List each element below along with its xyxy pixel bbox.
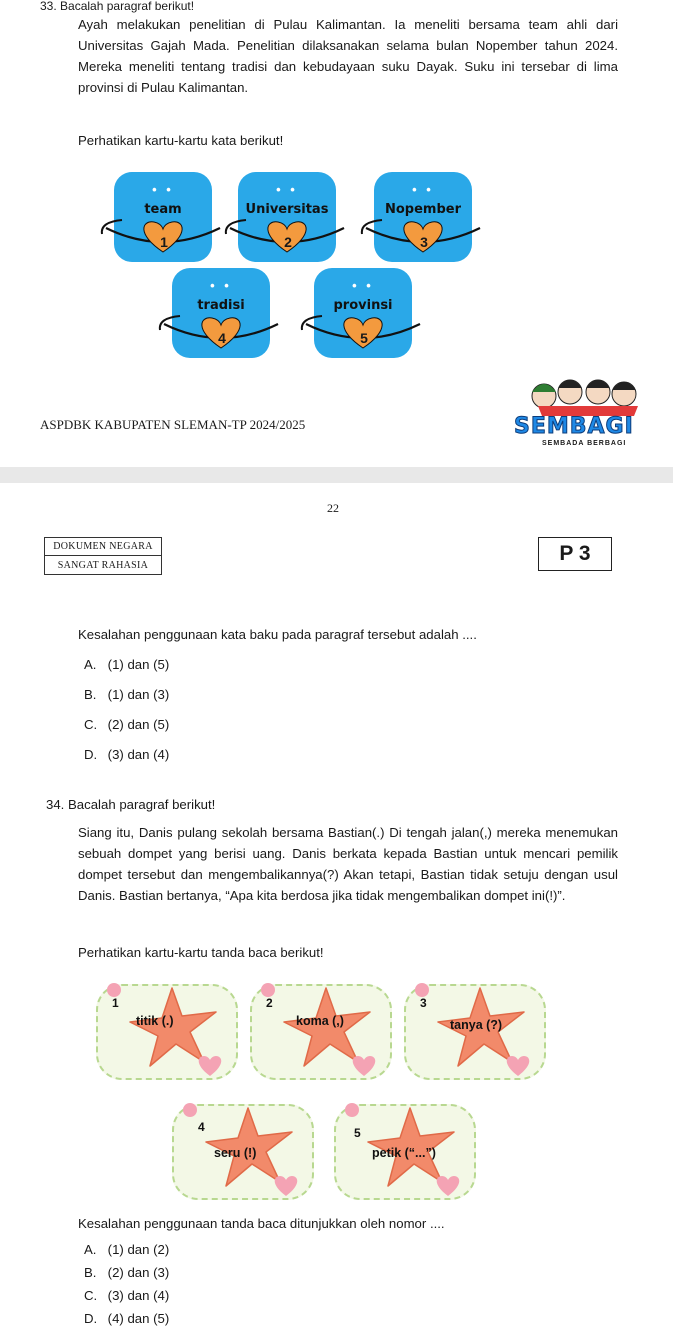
- card-number: 5: [354, 1126, 361, 1140]
- paragraph-line: Mereka meneliti tentang tradisi dan kebudayaan suku Dayak. Suku ini tersebar di lima: [78, 59, 618, 74]
- option-text: (3) dan (4): [107, 1288, 170, 1303]
- starfish-icon: [252, 986, 394, 1082]
- logo-subtext: SEMBADA BERBAGI: [542, 440, 627, 447]
- q33-option-a[interactable]: [84, 657, 169, 672]
- card-number: 4: [198, 1120, 205, 1134]
- page-divider: [0, 467, 673, 483]
- punctuation-card: [404, 984, 546, 1080]
- option-letter: C.: [84, 1288, 98, 1303]
- option-text: (2) dan (5): [107, 717, 170, 732]
- option-text: (2) dan (3): [107, 1265, 170, 1280]
- students-illustration-icon: [508, 370, 648, 418]
- paragraph-line: Universitas Gajah Mada. Penelitian dilaksanakan selama bulan Nopember tahun 2024.: [78, 38, 618, 53]
- q33-question: Kesalahan penggunaan kata baku pada paragraf tersebut adalah ....: [78, 627, 477, 642]
- starfish-icon: [406, 986, 548, 1082]
- option-letter: A.: [84, 1242, 97, 1257]
- option-letter: B.: [84, 687, 97, 702]
- option-text: (1) dan (3): [107, 687, 170, 702]
- face-icon: • •: [412, 182, 434, 197]
- paragraph-line: dompet tersebut dan mengembalikannya(?) Akan tetapi, Bastian tidak setuju dengan usul: [78, 867, 618, 882]
- starfish-icon: [98, 986, 240, 1082]
- option-letter: C.: [84, 717, 98, 732]
- word-card-label: tradisi: [197, 298, 245, 313]
- option-text: (1) dan (5): [107, 657, 170, 672]
- card-number: 2: [266, 996, 273, 1010]
- card-label: seru (!): [214, 1146, 257, 1160]
- word-card-label: team: [144, 202, 182, 217]
- option-letter: D.: [84, 1311, 98, 1326]
- word-card-label: Nopember: [384, 202, 461, 217]
- q34-option-a[interactable]: [84, 1242, 169, 1257]
- sembagi-logo: [508, 370, 648, 458]
- option-letter: A.: [84, 657, 97, 672]
- word-card-number: 1: [160, 234, 168, 250]
- q33-option-b[interactable]: [84, 687, 169, 702]
- tag-line-1: DOKUMEN NEGARA: [45, 538, 161, 556]
- word-card-number: 2: [284, 234, 292, 250]
- q34-option-d[interactable]: [84, 1311, 169, 1326]
- card-label: koma (,): [296, 1014, 344, 1028]
- paragraph-line: provinsi di Pulau Kalimantan.: [78, 80, 249, 95]
- q33-heading: 33. Bacalah paragraf berikut!: [40, 0, 195, 13]
- document-classification-tag: [44, 537, 162, 575]
- option-letter: B.: [84, 1265, 97, 1280]
- option-text: (3) dan (4): [107, 747, 170, 762]
- q34-paragraph: [78, 822, 618, 906]
- paragraph-line: sebuah dompet yang berisi uang. Danis berkata kepada Bastian untuk mencari pemilik: [78, 846, 618, 861]
- word-card: [114, 172, 212, 262]
- word-card-number: 4: [218, 330, 226, 346]
- face-icon: • •: [152, 182, 174, 197]
- logo-text: SEMBAGI: [514, 414, 634, 439]
- option-letter: D.: [84, 747, 98, 762]
- q33-option-d[interactable]: [84, 747, 169, 762]
- q34-question: Kesalahan penggunaan tanda baca ditunjukkan oleh nomor ....: [78, 1216, 445, 1231]
- paragraph-line: Siang itu, Danis pulang sekolah bersama Bastian(.) Di tengah jalan(,) mereka menemukan: [78, 825, 618, 840]
- punctuation-card: [172, 1104, 314, 1200]
- word-card: [238, 172, 336, 262]
- q34-cards-intro: Perhatikan kartu-kartu tanda baca berikut!: [78, 945, 324, 960]
- card-label: tanya (?): [450, 1018, 503, 1032]
- paket-box: P 3: [538, 537, 612, 571]
- word-card: [374, 172, 472, 262]
- word-card: [314, 268, 412, 358]
- paragraph-line: Ayah melakukan penelitian di Pulau Kalimantan. Ia meneliti bersama team ahli dari: [78, 17, 618, 32]
- word-card-label: provinsi: [333, 298, 393, 313]
- q33-cards-intro: Perhatikan kartu-kartu kata berikut!: [78, 133, 284, 148]
- card-number: 3: [420, 996, 427, 1010]
- card-label: petik (“...”): [372, 1146, 436, 1160]
- q33-paragraph: [78, 14, 618, 98]
- page-number: 22: [327, 501, 339, 515]
- word-card-label: Universitas: [245, 202, 329, 217]
- card-label: titik (.): [136, 1014, 174, 1028]
- word-card-number: 5: [360, 330, 368, 346]
- face-icon: • •: [352, 278, 374, 293]
- q34-heading: 34. Bacalah paragraf berikut!: [46, 797, 216, 812]
- face-icon: • •: [210, 278, 232, 293]
- punctuation-card: [96, 984, 238, 1080]
- face-icon: • •: [276, 182, 298, 197]
- footer-exam-label: ASPDBK KABUPATEN SLEMAN-TP 2024/2025: [40, 417, 306, 432]
- paragraph-line: Danis. Bastian bertanya, “Apa kita berdosa jika tidak mengembalikan dompet ini(!)”.: [78, 888, 566, 903]
- word-card-number: 3: [420, 234, 428, 250]
- option-text: (4) dan (5): [107, 1311, 170, 1326]
- punctuation-card: [250, 984, 392, 1080]
- punctuation-card: [334, 1104, 476, 1200]
- q34-option-c[interactable]: [84, 1288, 169, 1303]
- card-number: 1: [112, 996, 119, 1010]
- tag-line-2: SANGAT RAHASIA: [57, 560, 149, 571]
- word-card: [172, 268, 270, 358]
- q34-option-b[interactable]: [84, 1265, 169, 1280]
- q33-option-c[interactable]: [84, 717, 169, 732]
- option-text: (1) dan (2): [107, 1242, 170, 1257]
